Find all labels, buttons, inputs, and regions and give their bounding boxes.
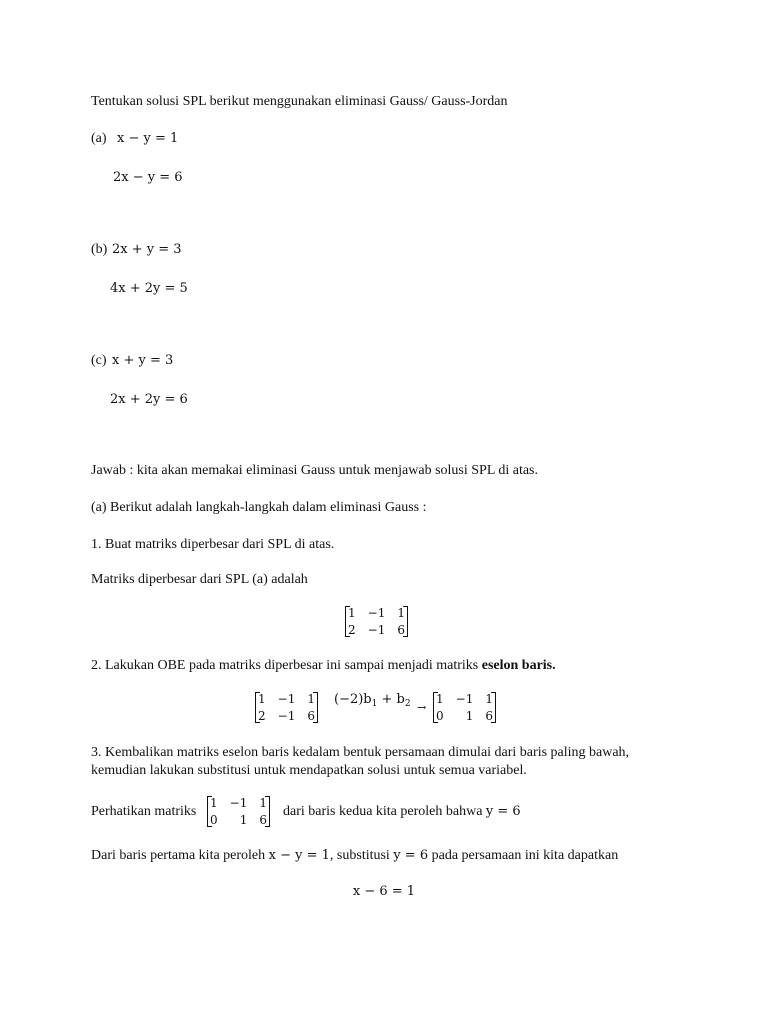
obe-subscript: 1 bbox=[371, 699, 378, 709]
problem-c-eq2: 2x + 2y = 6 bbox=[110, 392, 188, 407]
final-equation: x − 6 = 1 bbox=[352, 884, 416, 899]
matrix-cell: 6 bbox=[397, 623, 405, 637]
matrix-cell: 1 bbox=[436, 692, 444, 706]
matrix-cell: −1 bbox=[277, 709, 296, 723]
perhatikan-matrix bbox=[207, 795, 270, 828]
eq-row1: x − y = 1 bbox=[268, 848, 330, 863]
problem-a-eq2: 2x − y = 6 bbox=[113, 170, 183, 185]
matrix-cell: 1 bbox=[258, 692, 266, 706]
dari-baris-text: pada persamaan ini kita dapatkan bbox=[428, 848, 619, 863]
matrix-cell: 0 bbox=[436, 709, 444, 723]
step3-line2: kemudian lakukan substitusi untuk mendapatkan solusi untuk semua variabel. bbox=[91, 763, 527, 778]
intro-text: Tentukan solusi SPL berikut menggunakan eliminasi Gauss/ Gauss-Jordan bbox=[91, 94, 508, 109]
perhatikan-suffix-text: dari baris kedua kita peroleh bahwa bbox=[283, 804, 486, 819]
obe-operation-part: (−2)b bbox=[334, 692, 372, 707]
step2-bold: eselon baris. bbox=[481, 658, 556, 673]
step1-text: 1. Buat matriks diperbesar dari SPL di atas. bbox=[91, 537, 335, 552]
problem-b-eq2: 4x + 2y = 5 bbox=[110, 281, 188, 296]
problem-b-label: (b) bbox=[91, 242, 108, 257]
step2-plain: 2. Lakukan OBE pada matriks diperbesar ini sampai menjadi matriks bbox=[91, 658, 482, 673]
problem-b-eq1: 2x + y = 3 bbox=[112, 242, 182, 257]
matrix-cell: 1 bbox=[307, 692, 315, 706]
matrix-cell: 1 bbox=[397, 606, 405, 620]
matrix-cell: 1 bbox=[485, 692, 493, 706]
problem-a-eq1: x − y = 1 bbox=[117, 131, 179, 146]
eq-sub: y = 6 bbox=[393, 848, 429, 863]
y-result: y = 6 bbox=[485, 804, 521, 819]
obe-arrow: → bbox=[417, 701, 427, 714]
matrix-cell: 1 bbox=[465, 709, 474, 723]
echelon-matrix bbox=[433, 691, 496, 724]
dari-baris-text: Dari baris pertama kita peroleh bbox=[91, 848, 269, 863]
matrix-cell: 6 bbox=[259, 813, 267, 827]
matrix-cell: −1 bbox=[367, 623, 386, 637]
matrix-cell: −1 bbox=[367, 606, 386, 620]
dari-baris-line bbox=[91, 848, 618, 864]
matrix-cell: 1 bbox=[348, 606, 356, 620]
matrix-intro-text: Matriks diperbesar dari SPL (a) adalah bbox=[91, 572, 308, 587]
augmented-matrix bbox=[345, 605, 408, 638]
step2-text bbox=[91, 658, 556, 674]
matrix-cell: −1 bbox=[229, 796, 248, 810]
matrix-cell: −1 bbox=[455, 692, 474, 706]
matrix-cell: 2 bbox=[258, 709, 266, 723]
matrix-cell: 1 bbox=[210, 796, 218, 810]
obe-source-matrix bbox=[255, 691, 318, 724]
problem-c-label: (c) bbox=[91, 353, 107, 368]
part-a-intro: (a) Berikut adalah langkah-langkah dalam eliminasi Gauss : bbox=[91, 500, 427, 515]
problem-a-label: (a) bbox=[91, 131, 107, 146]
matrix-cell: 6 bbox=[307, 709, 315, 723]
perhatikan-suffix bbox=[283, 804, 521, 820]
jawab-text: Jawab : kita akan memakai eliminasi Gauss untuk menjawab solusi SPL di atas. bbox=[91, 463, 539, 478]
matrix-cell: 1 bbox=[259, 796, 267, 810]
obe-subscript: 2 bbox=[404, 699, 411, 709]
step3-line1: 3. Kembalikan matriks eselon baris kedalam bentuk persamaan dimulai dari baris paling bawah, bbox=[91, 745, 630, 760]
dari-baris-text: , substitusi bbox=[329, 848, 394, 863]
matrix-cell: 6 bbox=[485, 709, 493, 723]
matrix-cell: 1 bbox=[239, 813, 248, 827]
matrix-cell: −1 bbox=[277, 692, 296, 706]
obe-operation-part: + b bbox=[377, 692, 405, 707]
perhatikan-prefix: Perhatikan matriks bbox=[91, 804, 197, 819]
obe-operation bbox=[334, 692, 411, 708]
matrix-cell: 0 bbox=[210, 813, 218, 827]
matrix-cell: 2 bbox=[348, 623, 356, 637]
problem-c-eq1: x + y = 3 bbox=[112, 353, 174, 368]
